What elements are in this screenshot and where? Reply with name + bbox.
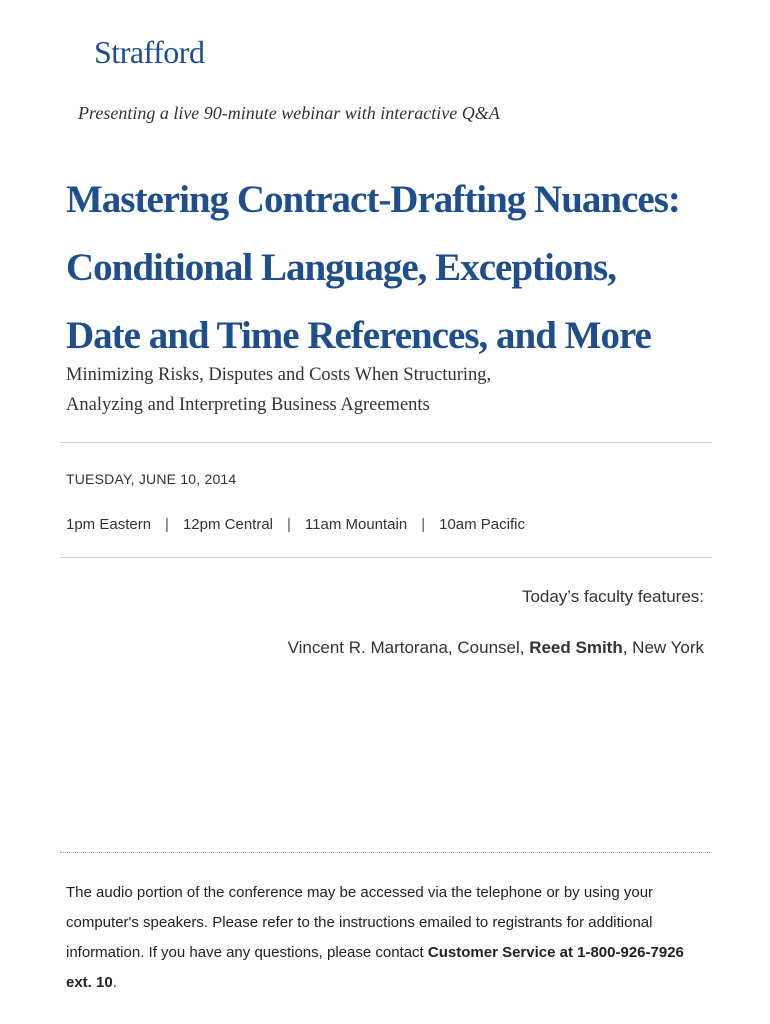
audio-text-end: .	[112, 974, 117, 991]
audio-text: The audio portion of the conference may be accessed via the telephone or by using your computer's speakers. Please refer to the instructions emailed to registrants for additional information. If you have any questions, please contact	[66, 884, 654, 961]
subtitle-line: Minimizing Risks, Disputes and Costs When Structuring,	[66, 365, 492, 385]
time-separator: |	[421, 516, 426, 533]
subtitle-line: Analyzing and Interpreting Business Agreements	[66, 395, 430, 415]
customer-service-contact: Customer Service at 1-800-926-7926 ext. 10	[66, 944, 684, 991]
speaker-firm: Reed Smith	[529, 638, 623, 657]
webinar-subtitle	[66, 360, 726, 420]
title-line: Mastering Contract-Drafting Nuances:	[66, 178, 680, 221]
time-separator: |	[165, 516, 169, 533]
webinar-title	[66, 166, 746, 370]
speaker-location: , New York	[622, 638, 704, 657]
dotted-divider	[60, 852, 712, 853]
title-line: Conditional Language, Exceptions,	[66, 246, 616, 289]
title-line: Date and Time References, and More	[66, 314, 651, 357]
speaker-name: Vincent R. Martorana, Counsel,	[287, 638, 530, 657]
webinar-times	[66, 516, 525, 533]
tagline: Presenting a live 90-minute webinar with interactive Q&A	[78, 103, 500, 123]
faculty-speaker	[288, 638, 704, 658]
strafford-logo: Strafford	[94, 34, 205, 70]
divider	[60, 557, 712, 558]
audio-notice	[66, 878, 696, 998]
webinar-date: TUESDAY, JUNE 10, 2014	[66, 471, 237, 487]
time-central: 12pm Central	[182, 516, 273, 533]
faculty-heading: Today’s faculty features:	[521, 587, 704, 606]
time-separator: |	[287, 516, 291, 533]
time-eastern: 1pm Eastern	[66, 516, 152, 533]
time-mountain: 11am Mountain	[304, 516, 408, 533]
divider	[60, 442, 712, 443]
time-pacific: 10am Pacific	[439, 516, 525, 533]
